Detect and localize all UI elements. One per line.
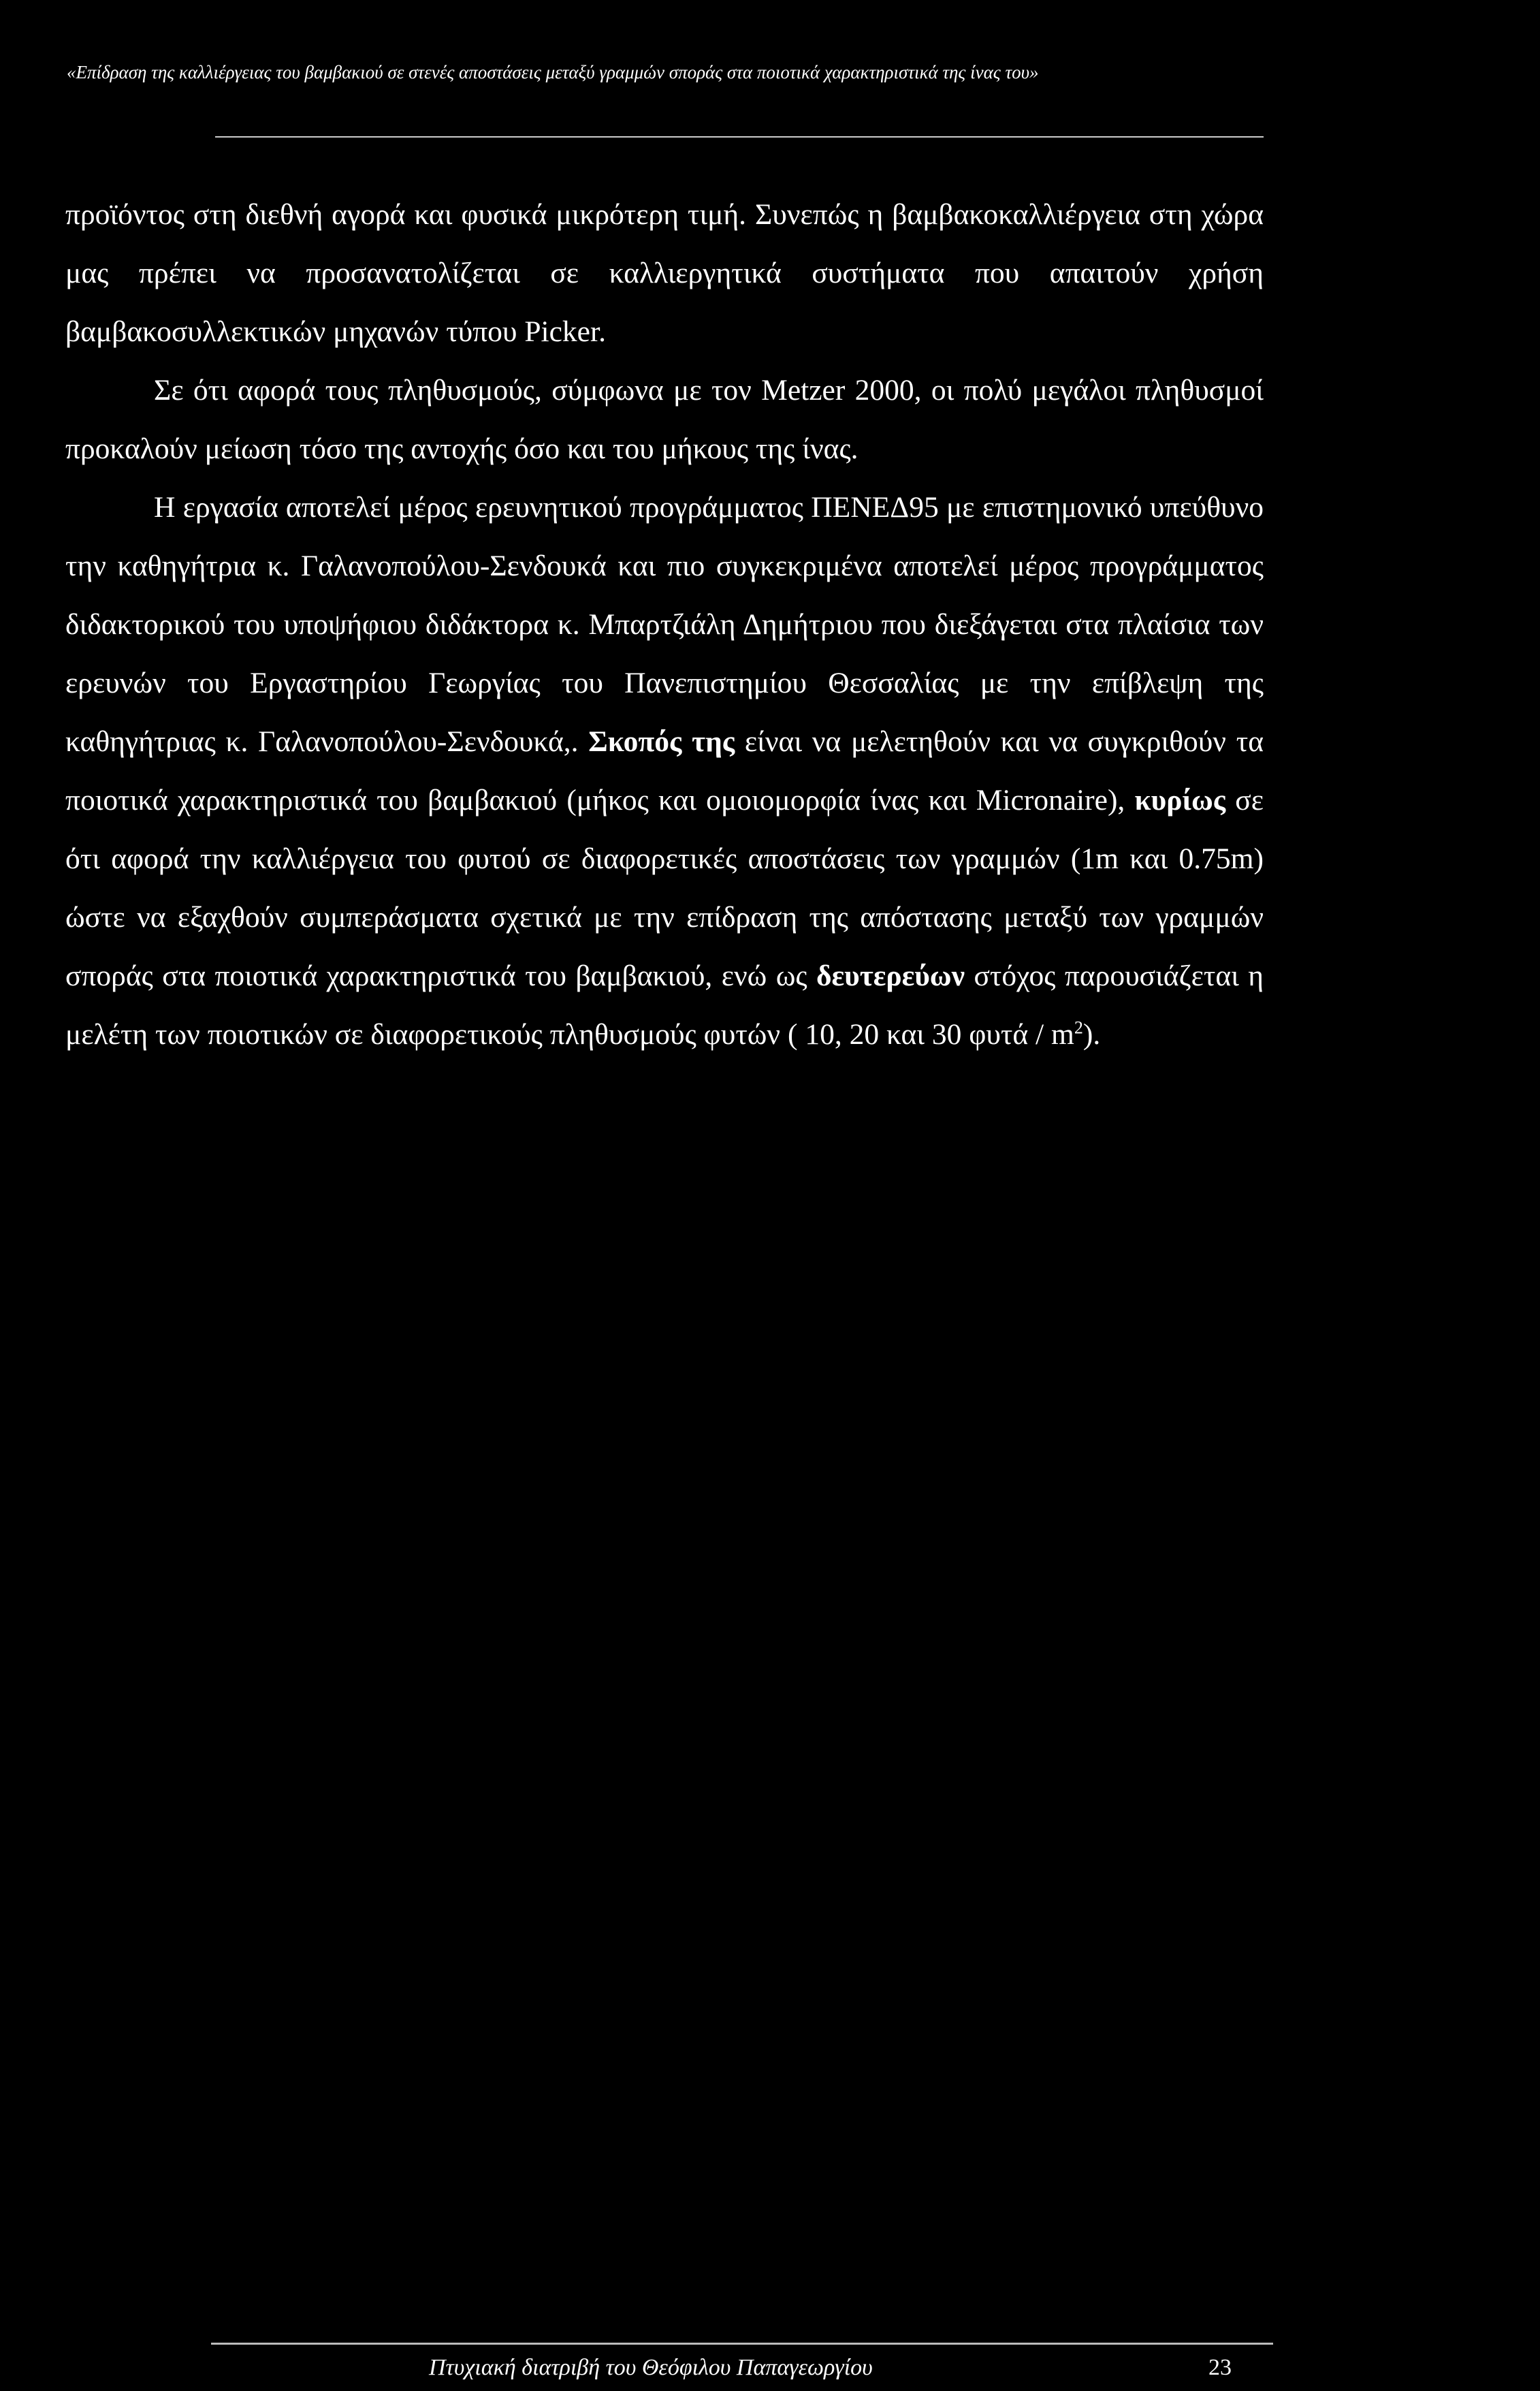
aim-emphasis: Σκοπός της [588, 725, 735, 758]
paragraph-3-text-i: ). [1082, 1018, 1101, 1051]
superscript-2: 2 [1074, 1017, 1083, 1038]
header-rule [215, 136, 1264, 138]
paragraph-3-text-g: στόχος παρουσιάζεται η μελέτη των ποιοτικών σε διαφορετικούς πληθυσμούς φυτών ( 10, 20 και 30 φυτά / m [65, 960, 1264, 1051]
footer-title: Πτυχιακή διατριβή του Θεόφιλου Παπαγεωργίου [429, 2355, 873, 2380]
paragraph-3-text-e: σε ότι αφορά την καλλιέργεια του φυτού σε διαφορετικές αποστάσεις των γραμμών (1m και 0.75m) ώστε να εξαχθούν συμπεράσματα σχετικά με την επίδραση της απόστασης μεταξύ των γραμμών σποράς στα ποιοτικά χαρακτηριστικά του βαμβακιού, ενώ ως [65, 784, 1264, 992]
paragraph-3-text-a: Η εργασία αποτελεί μέρος ερευνητικού προγράμματος ΠΕΝΕΔ95 με επιστημονικό υπεύθυνο την καθηγήτρια κ. Γαλανοπούλου-Σενδουκά και πιο συγκεκριμένα αποτελεί μέρος προγράμματος διδακτορικού του υποψήφιου διδάκτορα κ. Μπαρτζιάλη Δημήτριου που διεξάγεται στα πλαίσια των ερευνών του Εργαστηρίου Γεωργίας του Πανεπιστημίου Θεσσαλίας με την επίβλεψη της καθηγήτριας κ. Γαλανοπούλου-Σενδουκά,. [65, 491, 1264, 758]
paragraph-3 [65, 478, 1264, 1064]
running-header-title: «Επίδραση της καλλιέργειας του βαμβακιού σε στενές αποστάσεις μεταξύ γραμμών σποράς στα ποιοτικά χαρακτηριστικά της ίνας του» [67, 62, 1039, 82]
main-text [65, 185, 1264, 1064]
page-footer [429, 2353, 1246, 2383]
mainly-emphasis: κυρίως [1134, 784, 1226, 817]
footer-rule [211, 2343, 1273, 2345]
page-number: 23 [1208, 2355, 1232, 2380]
paragraph-2: Σε ότι αφορά τους πληθυσμούς, σύμφωνα με τον Metzer 2000, οι πολύ μεγάλοι πληθυσμοί προκαλούν μείωση τόσο της αντοχής όσο και του μήκους της ίνας. [65, 374, 1264, 465]
running-header [67, 60, 1265, 84]
paragraph-1: προϊόντος στη διεθνή αγορά και φυσικά μικρότερη τιμή. Συνεπώς η βαμβακοκαλλιέργεια στη χώρα μας πρέπει να προσανατολίζεται σε καλλιεργητικά συστήματα που απαιτούν χρήση βαμβακοσυλλεκτικών μηχανών τύπου Picker. [65, 198, 1264, 348]
paragraph-3-text-c: είναι να μελετηθούν και να συγκριθούν τα ποιοτικά χαρακτηριστικά του βαμβακιού (μήκος και ομοιομορφία ίνας και Micronaire), [65, 725, 1264, 817]
secondary-emphasis: δευτερεύων [816, 960, 965, 992]
